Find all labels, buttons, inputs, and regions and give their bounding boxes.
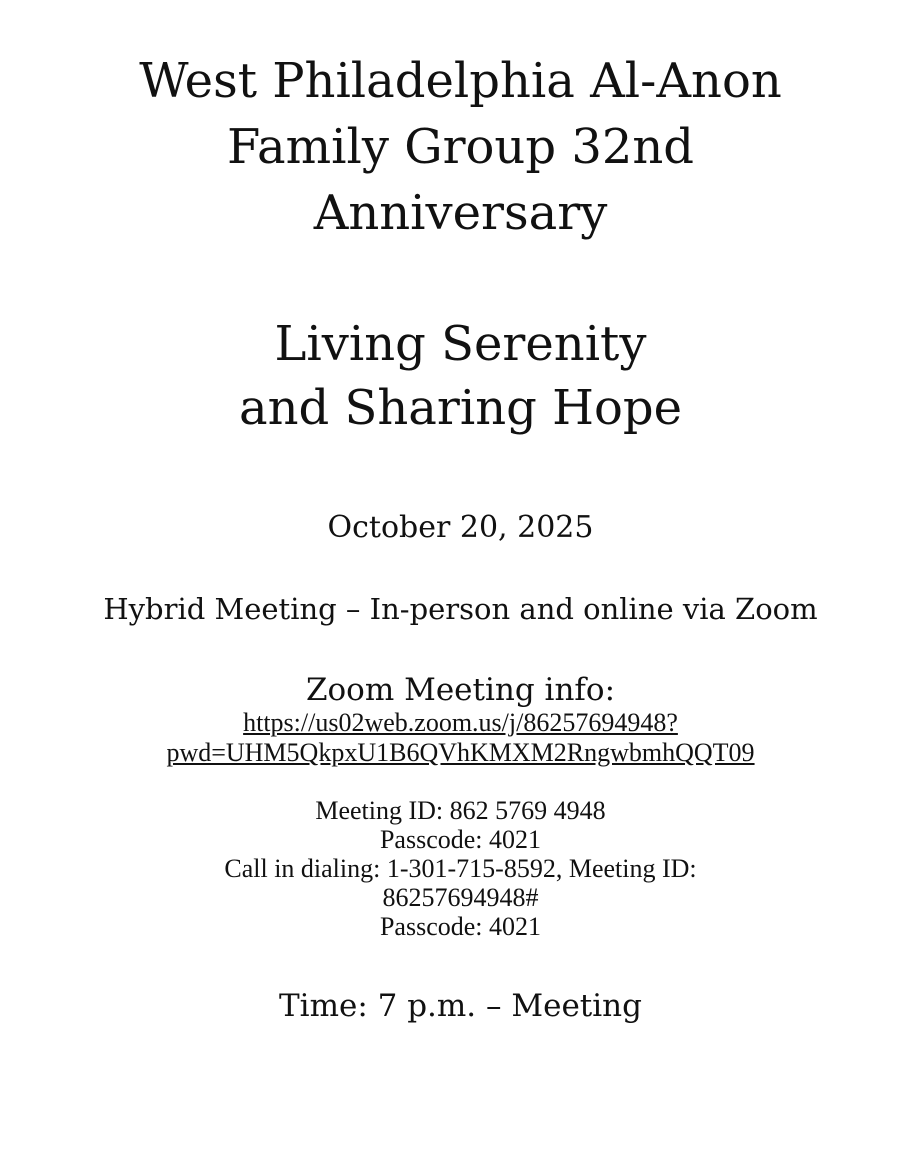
hybrid-meeting-note: Hybrid Meeting – In-person and online via Zoom — [103, 592, 818, 626]
zoom-link-block — [0, 708, 921, 768]
event-title-line-3: Anniversary — [313, 185, 608, 241]
event-title — [0, 48, 921, 246]
event-theme — [0, 312, 921, 440]
event-theme-line-2: and Sharing Hope — [238, 380, 682, 436]
zoom-info-heading: Zoom Meeting info: — [305, 672, 616, 708]
call-in-passcode: Passcode: 4021 — [379, 912, 542, 941]
event-title-line-1: West Philadelphia Al-Anon — [139, 53, 782, 109]
event-theme-line-1: Living Serenity — [274, 316, 647, 372]
meeting-details — [0, 796, 921, 941]
event-title-line-2: Family Group 32nd — [226, 119, 695, 175]
meeting-time: Time: 7 p.m. – Meeting — [279, 988, 642, 1024]
meeting-id: Meeting ID: 862 5769 4948 — [315, 796, 606, 825]
meeting-passcode: Passcode: 4021 — [379, 825, 542, 854]
zoom-link-line-2[interactable]: pwd=UHM5QkpxU1B6QVhKMXM2RngwbmhQQT09 — [166, 738, 755, 767]
call-in-line-2: 86257694948# — [382, 883, 539, 912]
call-in-line-1: Call in dialing: 1-301-715-8592, Meeting ID: — [224, 854, 697, 883]
zoom-meeting-link[interactable] — [0, 708, 921, 768]
event-date: October 20, 2025 — [327, 510, 594, 545]
zoom-link-line-1[interactable]: https://us02web.zoom.us/j/86257694948? — [243, 708, 678, 737]
